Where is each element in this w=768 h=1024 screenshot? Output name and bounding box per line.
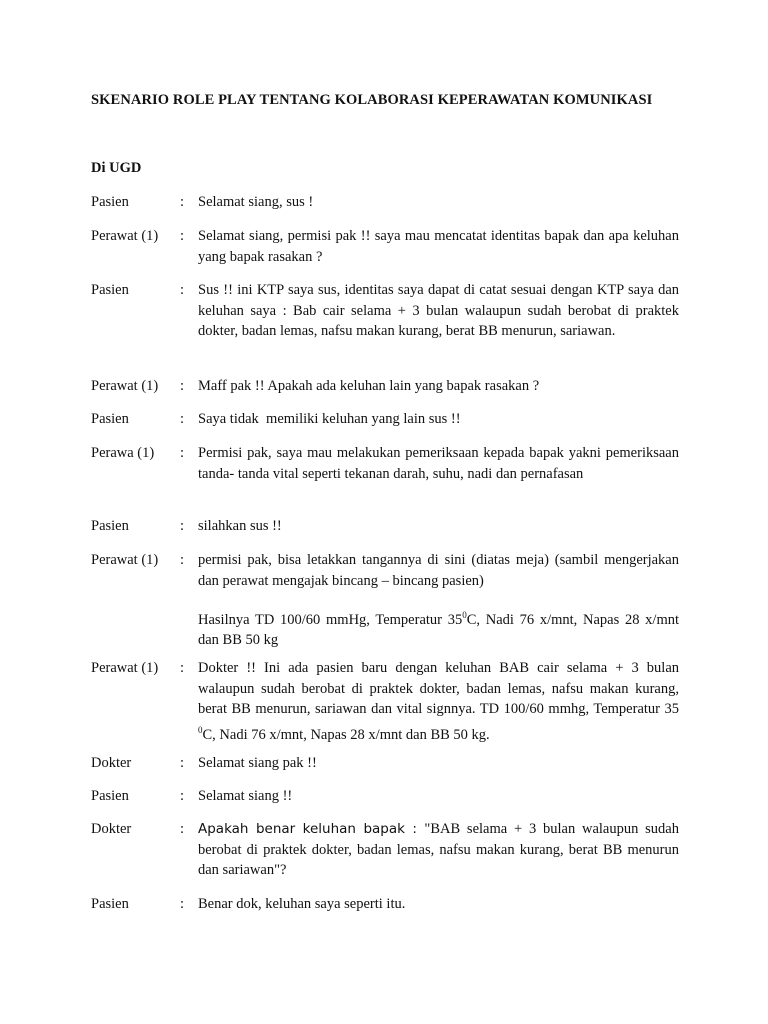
result-text: C, Nadi 76 x/mnt, Napas 28 x/mnt dan BB 50 kg [198, 611, 680, 649]
vital-signs-result [198, 605, 679, 651]
speaker-label: Pasien [91, 282, 129, 298]
speaker-label: Pasien [91, 788, 129, 804]
dialogue-text [198, 192, 679, 213]
colon-separator: : [180, 228, 185, 244]
result-text: Hasilnya TD 100/60 mmHg, Temperatur 35 [198, 611, 463, 628]
report-text: Dokter !! Ini ada pasien baru dengan keluhan BAB cair selama + 3 bulan walaupun sudah berobat di praktek dokter, badan lemas, nafsu makan kurang, berat BB menurun, sariawan dan vital signnya. TD 100/60 mmhg, Temperatur 35 [198, 660, 679, 717]
dialogue-text [198, 753, 679, 774]
document-title: SKENARIO ROLE PLAY TENTANG KOLABORASI KEPERAWATAN KOMUNIKASI [91, 92, 653, 108]
colon-separator: : [180, 411, 185, 427]
degree-superscript: 0 [462, 610, 467, 620]
colon-separator: : [180, 518, 185, 534]
dialogue-text [198, 376, 679, 397]
dialogue-text [198, 894, 679, 915]
colon-separator: : [180, 755, 185, 771]
colon-separator: : [180, 896, 185, 912]
colon-separator: : [180, 552, 185, 568]
dialogue-paragraph [198, 819, 679, 881]
question-intro: Apakah benar keluhan bapak : [198, 821, 425, 837]
colon-separator: : [180, 194, 185, 210]
speaker-label: Pasien [91, 411, 129, 427]
speaker-label: Pasien [91, 518, 129, 534]
dialogue-text [198, 226, 679, 267]
dialogue-paragraph: Selamat siang, sus ! [198, 194, 314, 210]
speaker-label: Perawat (1) [91, 228, 159, 244]
dialogue-paragraph: Selamat siang pak !! [198, 755, 317, 771]
section-heading: Di UGD [91, 160, 142, 176]
dialogue-text [198, 658, 679, 745]
speaker-label: Perawa (1) [91, 445, 155, 461]
question-text: "BAB selama + 3 bulan walaupun sudah berobat di praktek dokter, badan lemas, nafsu makan kurang, berat BB menurun dan sariawan"? [198, 821, 679, 878]
dialogue-paragraph: silahkan sus !! [198, 518, 282, 534]
dialogue-text [198, 443, 679, 484]
speaker-label: Perawat (1) [91, 660, 159, 676]
colon-separator: : [180, 788, 185, 804]
dialogue-text [198, 516, 679, 537]
colon-separator: : [180, 445, 185, 461]
dialogue-paragraph: permisi pak, bisa letakkan tangannya di sini (diatas meja) (sambil mengerjakan dan perawat mengajak bincang – bincang pasien) [198, 552, 679, 589]
speaker-label: Perawat (1) [91, 552, 159, 568]
dialogue-text [198, 550, 679, 651]
dialogue-paragraph [198, 658, 679, 745]
dialogue-paragraph: Sus !! ini KTP saya sus, identitas saya dapat di catat sesuai dengan KTP saya dan keluhan saya : Bab cair selama + 3 bulan walaupun sudah berobat di praktek dokter, badan lemas, nafsu makan kurang, berat BB menurun, sariawan. [198, 282, 679, 339]
dialogue-paragraph: Saya tidak memiliki keluhan yang lain sus !! [198, 411, 461, 427]
dialogue-paragraph: Permisi pak, saya mau melakukan pemeriksaan kepada bapak yakni pemeriksaan tanda- tanda vital seperti tekanan darah, suhu, nadi dan pernafasan [198, 445, 679, 482]
dialogue-text [198, 786, 679, 807]
dialogue-paragraph: Maff pak !! Apakah ada keluhan lain yang bapak rasakan ? [198, 378, 540, 394]
dialogue-text [198, 409, 679, 430]
degree-superscript: 0 [198, 724, 203, 735]
speaker-label: Dokter [91, 821, 132, 837]
dialogue-paragraph: Selamat siang, permisi pak !! saya mau mencatat identitas bapak dan apa keluhan yang bapak rasakan ? [198, 228, 679, 265]
dialogue-paragraph: Benar dok, keluhan saya seperti itu. [198, 896, 406, 912]
colon-separator: : [180, 378, 185, 394]
colon-separator: : [180, 660, 185, 676]
dialogue-text [198, 280, 679, 342]
colon-separator: : [180, 282, 185, 298]
speaker-label: Dokter [91, 755, 132, 771]
dialogue-paragraph: Selamat siang !! [198, 788, 293, 804]
speaker-label: Pasien [91, 896, 129, 912]
speaker-label: Pasien [91, 194, 129, 210]
report-text: C, Nadi 76 x/mnt, Napas 28 x/mnt dan BB 50 kg. [202, 726, 490, 743]
speaker-label: Perawat (1) [91, 378, 159, 394]
colon-separator: : [180, 821, 185, 837]
dialogue-text [198, 819, 679, 881]
